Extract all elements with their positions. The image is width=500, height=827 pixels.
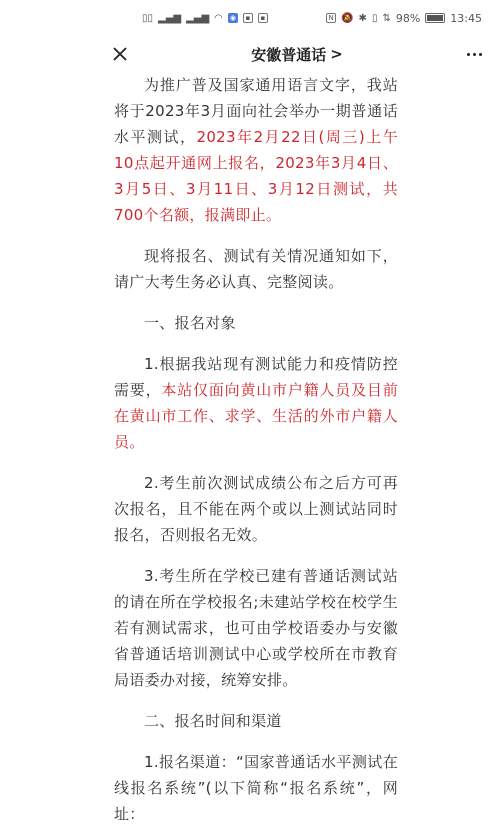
- account-title: 安徽普通话: [251, 45, 327, 64]
- bluetooth-icon: ✱: [358, 12, 367, 24]
- item-1-highlight: 本站仅面向黄山市户籍人员及目前在黄山市工作、求学、生活的外市户籍人员。: [114, 381, 398, 451]
- data-icon: ⇅: [382, 12, 391, 24]
- item-4-paragraph: 1.报名渠道：“国家普通话水平测试在线报名系统”(以下简称“报名系统”，网址：: [114, 753, 398, 823]
- bell-off-icon: 🔕: [341, 12, 354, 24]
- close-button[interactable]: [108, 42, 132, 66]
- signal-icon: ▂▄▆: [158, 12, 182, 24]
- app-icon: ◉: [229, 14, 236, 22]
- item-2-paragraph: 2.考生前次测试成绩公布之后方可再次报名，且不能在两个或以上测试站同时报名，否则报名无效。: [114, 474, 398, 544]
- account-title-link[interactable]: [251, 44, 343, 65]
- battery-text: 98%: [395, 11, 421, 25]
- status-bar: [0, 0, 500, 36]
- nav-bar: [0, 36, 500, 72]
- signal-icon-2: ▂▄▆: [186, 12, 210, 24]
- intro-paragraph: [114, 72, 398, 228]
- nfc-icon: N: [326, 13, 336, 23]
- intro-highlight: 2023年2月22日(周三)上午10点起开通网上报名，2023年3月4日、3月5日、3月11日、3月12日测试，共700个名额，报满即止。: [114, 128, 398, 224]
- battery-fill: [427, 15, 443, 21]
- close-icon: [113, 47, 127, 61]
- item-1-paragraph: [114, 351, 398, 455]
- more-dots-icon: [467, 53, 482, 56]
- chevron-right-icon: >: [330, 45, 343, 63]
- intro-text: 为推广普及国家通用语言文字，我站将于2023年3月面向社会举办一期普通话水平测试，: [114, 76, 398, 146]
- notice-paragraph: 现将报名、测试有关情况通知如下，请广大考生务必认真、完整阅读。: [114, 247, 398, 291]
- battery-icon: [425, 13, 445, 23]
- section-heading-2: 二、报名时间和渠道: [144, 712, 282, 730]
- app-icon-2: ▪: [243, 13, 253, 23]
- wifi-icon: ◠: [214, 12, 223, 24]
- article-body: [0, 72, 500, 827]
- item-3-paragraph: 3.考生所在学校已建有普通话测试站的请在所在学校报名;未建站学校在校学生若有测试需求，也可由学校语委办与安徽省普通话培训测试中心或学校所在市教育局语委办对接，统筹安排。: [114, 567, 398, 689]
- clock: 13:45: [450, 11, 482, 25]
- item-1-text: 1.根据我站现有测试能力和疫情防控需要，: [114, 355, 398, 399]
- more-button[interactable]: [462, 42, 486, 66]
- section-heading-1: 一、报名对象: [144, 314, 236, 332]
- status-right-icons: [326, 12, 482, 25]
- status-left-icons: [142, 13, 268, 24]
- vibrate-icon: ▯: [371, 12, 378, 24]
- sim-icon: ▯▯: [142, 12, 154, 24]
- app-icon-3: ▪: [258, 13, 268, 23]
